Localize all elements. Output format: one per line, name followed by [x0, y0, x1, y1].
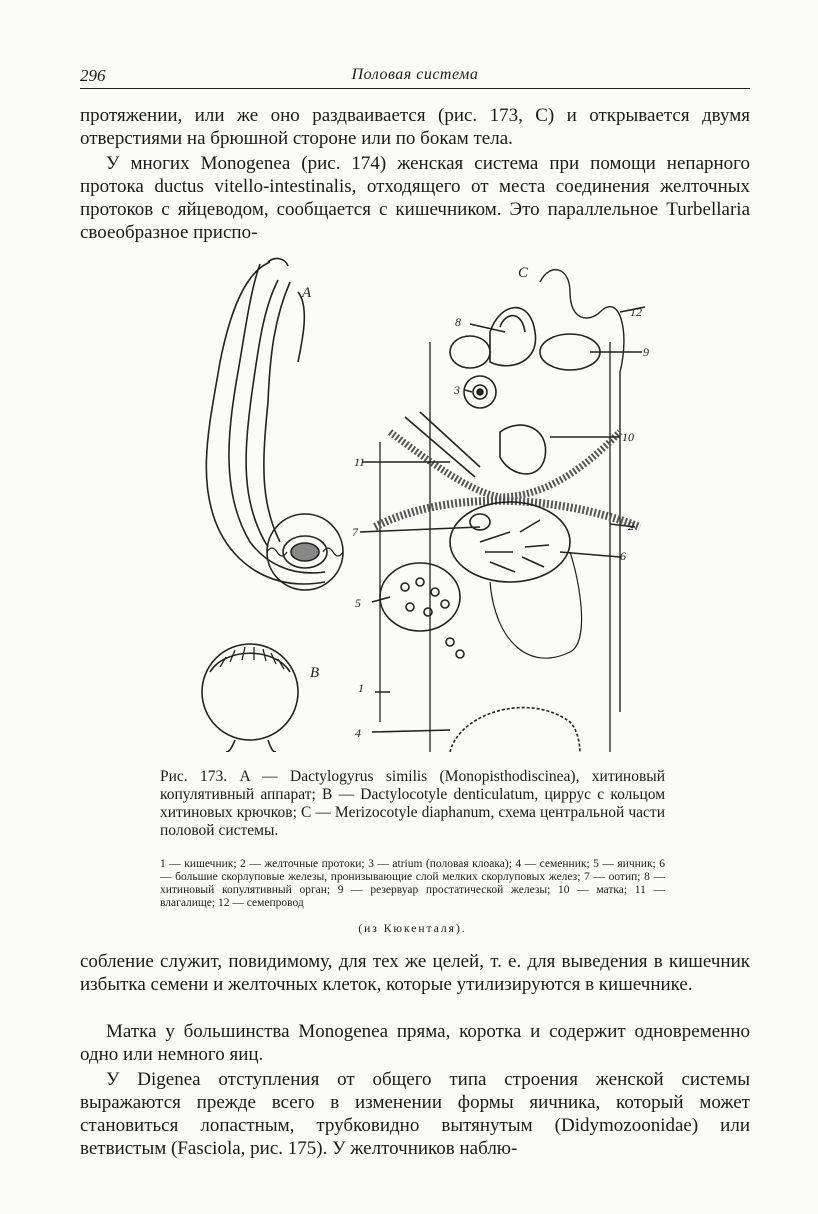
paragraph-top-2: У многих Monogenea (рис. 174) женская система при помощи непарного протока ductus vitello-intestinalis, отходящего от места соединения желточных протоков с яйцеводом, сообщается с кишечником. Это параллельное Turbellaria своеобразное приспо- [80, 153, 750, 243]
label-3: 3 [454, 383, 460, 397]
panel-label-a: A [302, 285, 312, 301]
label-10: 10 [622, 430, 634, 444]
label-7: 7 [352, 525, 358, 539]
paragraph-bottom-3: У Digenea отступления от общего типа строения женской системы выражаются прежде всего в изменении формы яичника, который может становиться лопастным, трубковидно вытянутым (Didymozoonidae) или ветвистым (Fasciola, рис. 175). У желточников наблю- [80, 1069, 750, 1159]
paragraph-bottom-2: Матка у большинства Monogenea пряма, коротка и содержит одновременно одно или немного яиц. [80, 1021, 750, 1065]
paragraph-top-1: протяжении, или же оно раздваивается (рис. 173, C) и открывается двумя отверстиями на брюшной стороне или по бокам тела. [80, 105, 750, 149]
label-4: 4 [355, 726, 361, 740]
figure-source: (из Кюкенталя). [358, 923, 467, 935]
label-1: 1 [358, 681, 364, 695]
paragraph-bottom-1: собление служит, повидимому, для тех же целей, т. е. для выведения в кишечник избытка семени и желточных клеток, которые утилизируются в кишечнике. [80, 951, 750, 995]
label-5: 5 [355, 596, 361, 610]
figure-173-drawing [150, 252, 670, 752]
figure-legend: 1 — кишечник; 2 — желточные протоки; 3 — atrium (половая клоака); 4 — семенник; 5 — яичник; 6 — большие скорлуповые железы, пронизывающие слой мелких скорлуповых желез; 7 — оотип; 8 — хитиновый копулятивный орган; 9 — резервуар простатической железы; 10 — матка; 11 — влагалище; 12 — семепровод [160, 858, 665, 909]
label-12: 12 [630, 305, 642, 319]
panel-label-c: C [518, 265, 529, 281]
running-title: Половая система [351, 66, 479, 83]
label-6: 6 [620, 549, 626, 563]
page-number: 296 [80, 66, 106, 85]
label-8: 8 [455, 315, 461, 329]
running-header [80, 66, 750, 89]
label-11: 11 [354, 455, 366, 469]
figure-173 [150, 252, 670, 752]
label-2: 2 [628, 519, 634, 533]
figure-caption: Рис. 173. A — Dactylogyrus similis (Monopisthodiscinea), хитиновый копулятивный аппарат; B — Dactylocotyle denticulatum, циррус с кольцом хитиновых крючков; C — Merizocotyle diaphanum, схема центральной части половой системы. [160, 768, 665, 839]
panel-label-b: B [310, 665, 320, 681]
label-9: 9 [643, 345, 649, 359]
